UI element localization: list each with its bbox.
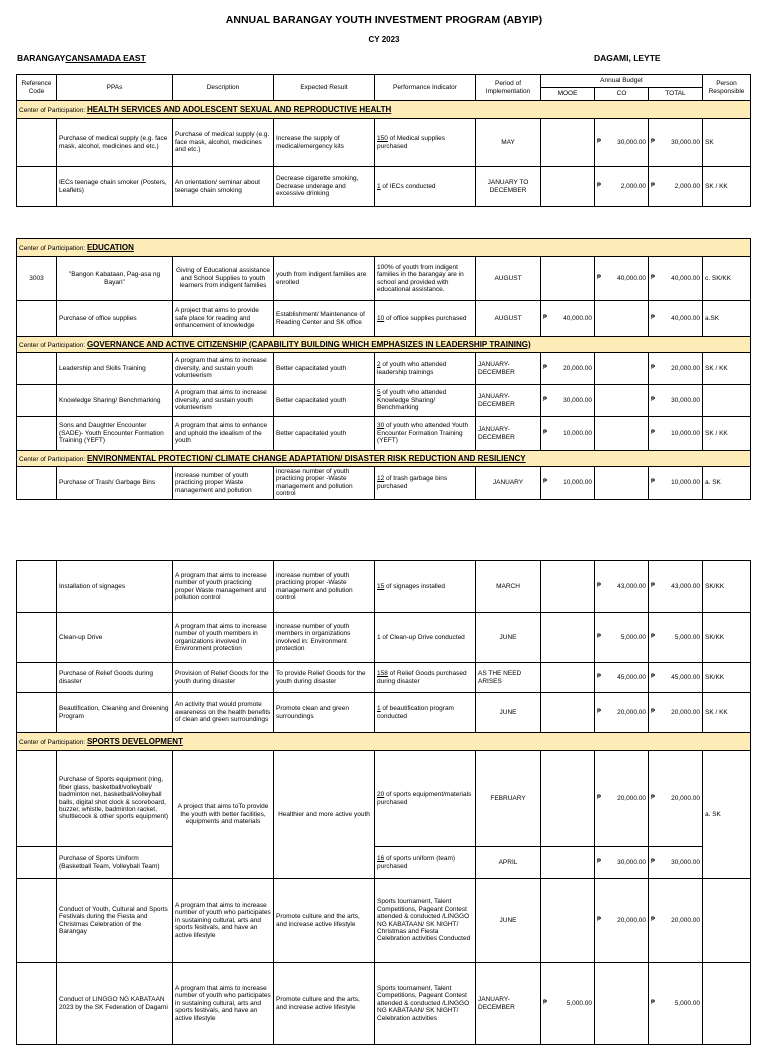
table-row [17, 257, 751, 301]
co-cell [595, 613, 649, 663]
ppa-cell: Purchase of office supplies [57, 301, 173, 337]
period-cell: JANUARY TO DECEMBER [476, 167, 541, 207]
indicator-cell [375, 561, 476, 613]
total-cell [649, 417, 703, 451]
peso-sign: ₱ [597, 182, 602, 189]
expected-cell: Better capacitated youth [274, 417, 375, 451]
co-value: 30,000.00 [617, 858, 646, 866]
desc-cell: A program that aims to increase diversity, and sustain youth volunteerism [173, 353, 274, 385]
total-value: 43,000.00 [671, 582, 700, 590]
person-cell: a.SK [703, 301, 751, 337]
col-expected: Expected Result [274, 75, 375, 101]
mooe-value: 10,000.00 [563, 479, 592, 487]
person-cell [703, 963, 751, 1045]
co-cell [595, 561, 649, 613]
table-row [17, 693, 751, 733]
indicator-cell [375, 847, 476, 879]
co-cell [595, 663, 649, 693]
col-person: Person Responsible [703, 75, 751, 101]
indicator-cell: Sports tournament, Talent Competitions, Pageant Contest attended & conducted /LINGGO NG KABATAAN/ SK NIGHT/ Christmas and Fiesta Celebration activities Conducted [375, 879, 476, 963]
ppa-cell: Conduct of LINGGO NG KABATAAN 2023 by the SK Federation of Dagami [57, 963, 173, 1045]
desc-cell: A project that aims toTo provide the youth with better facilities, equipments and materials [173, 751, 274, 879]
indicator-number: 10 [377, 314, 385, 322]
category-title: ENVIRONMENTAL PROTECTION/ CLIMATE CHANGE ADAPTATION/ DISASTER RISK REDUCTION AND RESILIENCY [86, 453, 526, 463]
peso-sign: ₱ [597, 633, 602, 640]
total-value: 30,000.00 [671, 396, 700, 404]
peso-sign: ₱ [597, 274, 602, 281]
indicator-text: of trash garbage bins purchased [377, 475, 448, 490]
mooe-value: 10,000.00 [563, 429, 592, 437]
indicator-number: 5 [377, 389, 381, 397]
peso-sign: ₱ [651, 916, 656, 923]
ppa-cell: Purchase of Trash/ Garbage Bins [57, 467, 173, 500]
expected-cell: Better capacitated youth [274, 385, 375, 417]
person-cell [703, 879, 751, 963]
desc-cell: A program that aims to enhance and uphold the idealism of the youth [173, 417, 274, 451]
total-value: 20,000.00 [671, 708, 700, 716]
period-cell: AS THE NEED ARISES [476, 663, 541, 693]
table-row [17, 751, 751, 847]
expected-cell: Promote culture and the arts, and increase active lifestyle [274, 879, 375, 963]
total-value: 5,000.00 [674, 633, 700, 641]
desc-cell: A program that aims to increase diversity, and sustain youth volunteerism [173, 385, 274, 417]
peso-sign: ₱ [651, 999, 656, 1006]
person-cell: SK/KK [703, 561, 751, 613]
indicator-text: of office supplies purchased [384, 314, 467, 322]
ppa-cell: Clean-up Drive [57, 613, 173, 663]
total-value: 40,000.00 [671, 314, 700, 322]
ppa-cell: "Bangon Kabataan, Pag-asa ng Bayan" [57, 257, 173, 301]
person-cell: SK / KK [703, 693, 751, 733]
indicator-number: 16 [377, 855, 385, 863]
indicator-text: of IECs conducted [380, 182, 436, 190]
co-cell [595, 847, 649, 879]
person-cell: SK / KK [703, 353, 751, 385]
peso-sign: ₱ [597, 794, 602, 801]
category-title: EDUCATION [86, 242, 134, 252]
category-title: SPORTS DEVELOPMENT [86, 736, 183, 746]
table-row [17, 353, 751, 385]
co-value: 30,000.00 [617, 138, 646, 146]
total-cell [649, 847, 703, 879]
category-label: Center of Participation: [19, 244, 86, 252]
indicator-number: 20 [377, 791, 385, 799]
total-cell [649, 119, 703, 167]
mooe-cell [541, 963, 595, 1045]
peso-sign: ₱ [651, 708, 656, 715]
co-cell [595, 257, 649, 301]
desc-cell: Provision of Relief Goods for the youth during disaster [173, 663, 274, 693]
indicator-text: of Relief Goods purchased during disaster [377, 670, 467, 685]
document-year: CY 2023 [368, 35, 400, 44]
expected-cell: youth from indigent families are enrolled [274, 257, 375, 301]
table-row [17, 879, 751, 963]
peso-sign: ₱ [651, 182, 656, 189]
indicator-text: of youth who attended Knowledge Sharing/ Benchmarking [377, 389, 447, 412]
indicator-cell: 100% of youth from indigent families in the barangay are in school and provided with educational assistance. [375, 257, 476, 301]
peso-sign: ₱ [597, 916, 602, 923]
period-cell: JUNE [476, 613, 541, 663]
municipality: DAGAMI, LEYTE [594, 53, 661, 63]
total-cell [649, 663, 703, 693]
total-cell [649, 751, 703, 847]
total-cell [649, 353, 703, 385]
indicator-cell [375, 467, 476, 500]
category-title: HEALTH SERVICES AND ADOLESCENT SEXUAL AND REPRODUCTIVE HEALTH [86, 104, 392, 114]
barangay-label [17, 53, 146, 63]
total-value: 10,000.00 [671, 479, 700, 487]
period-cell: FEBRUARY [476, 751, 541, 847]
abyip-table-page1b [16, 238, 751, 500]
ppa-cell: Purchase of Sports equipment (ring, fiber glass, basketball/volleyball/ badminton net, basketball/volleyball balls, digital shot clock & scoreboard, buzzer, whistle, badminton racket, shuttlecock & other sports equipment) [57, 751, 173, 847]
total-cell [649, 385, 703, 417]
peso-sign: ₱ [651, 274, 656, 281]
indicator-text: of youth who attended Youth Encounter Formation Training (YEFT) [377, 422, 469, 445]
indicator-cell [375, 693, 476, 733]
period-cell: APRIL [476, 847, 541, 879]
period-cell: MARCH [476, 561, 541, 613]
indicator-text: of Medical supplies purchased [377, 135, 445, 150]
mooe-value: 5,000.00 [566, 999, 592, 1007]
total-value: 5,000.00 [674, 999, 700, 1007]
total-value: 20,000.00 [671, 794, 700, 802]
expected-cell: Increase the supply of medical/emergency kits [274, 119, 375, 167]
peso-sign: ₱ [543, 364, 548, 371]
co-cell [595, 693, 649, 733]
peso-sign: ₱ [597, 138, 602, 145]
total-value: 10,000.00 [671, 429, 700, 437]
ppa-cell: Knowledge Sharing/ Benchmarking [57, 385, 173, 417]
category-health [17, 101, 751, 119]
period-cell: JANUARY-DECEMBER [476, 385, 541, 417]
document-title: ANNUAL BARANGAY YOUTH INVESTMENT PROGRAM (ABYIP) [225, 14, 543, 26]
col-desc: Description [173, 75, 274, 101]
table-row [17, 467, 751, 500]
col-indicator: Performance Indicator [375, 75, 476, 101]
category-label: Center of Participation: [19, 738, 86, 746]
person-cell: SK [703, 119, 751, 167]
ppa-cell: Conduct of Youth, Cultural and Sports Festivals during the Fiesta and Christmas Celebration of the Barangay [57, 879, 173, 963]
barangay-prefix: BARANGAY [17, 53, 66, 63]
category-education [17, 239, 751, 257]
peso-sign: ₱ [543, 314, 548, 321]
desc-cell: Giving of Educational assistance and School Supplies to youth learners from indigent families [173, 257, 274, 301]
peso-sign: ₱ [651, 429, 656, 436]
peso-sign: ₱ [651, 396, 656, 403]
period-cell: JUNE [476, 879, 541, 963]
total-value: 20,000.00 [671, 916, 700, 924]
peso-sign: ₱ [597, 673, 602, 680]
expected-cell: Decrease cigarette smoking, Decrease underage and excessive drinking [274, 167, 375, 207]
mooe-value: 30,000.00 [563, 396, 592, 404]
indicator-cell [375, 417, 476, 451]
total-cell [649, 167, 703, 207]
indicator-number: 1 [377, 182, 381, 190]
mooe-value: 40,000.00 [563, 314, 592, 322]
category-label: Center of Participation: [19, 455, 86, 463]
barangay-name: CANSAMADA EAST [65, 53, 146, 63]
peso-sign: ₱ [543, 429, 548, 436]
person-cell: SK/KK [703, 663, 751, 693]
indicator-cell [375, 119, 476, 167]
desc-cell: An activity that would promote awareness on the health benefits of clean and green surroundings [173, 693, 274, 733]
expected-cell: Healthier and more active youth [274, 751, 375, 879]
person-cell: a. SK [703, 751, 751, 879]
mooe-value: 20,000.00 [563, 364, 592, 372]
period-cell: AUGUST [476, 257, 541, 301]
indicator-number: 2 [377, 361, 381, 369]
peso-sign: ₱ [651, 364, 656, 371]
period-cell: JANUARY-DECEMBER [476, 417, 541, 451]
co-cell [595, 167, 649, 207]
person-cell: SK / KK [703, 167, 751, 207]
indicator-cell [375, 167, 476, 207]
desc-cell: Purchase of medical supply (e.g. face mask, alcohol, medicines and etc.) [173, 119, 274, 167]
col-mooe: MOOE [541, 88, 595, 101]
desc-cell: increase number of youth practicing proper Waste management and pollution [173, 467, 274, 500]
expected-cell: Better capacitated youth [274, 353, 375, 385]
co-value: 5,000.00 [620, 633, 646, 641]
table-row [17, 963, 751, 1045]
expected-cell: Promote clean and green surroundings [274, 693, 375, 733]
indicator-number: 158 [377, 670, 388, 678]
col-period: Period of Implementation [476, 75, 541, 101]
table-row [17, 301, 751, 337]
total-cell [649, 613, 703, 663]
peso-sign: ₱ [597, 858, 602, 865]
period-cell: MAY [476, 119, 541, 167]
indicator-number: 15 [377, 582, 385, 590]
mooe-cell [541, 467, 595, 500]
co-value: 40,000.00 [617, 274, 646, 282]
period-cell: AUGUST [476, 301, 541, 337]
ref-cell: 3003 [17, 257, 57, 301]
total-value: 30,000.00 [671, 858, 700, 866]
person-cell [703, 385, 751, 417]
desc-cell: A program that aims to increase number of youth who participates in sustaining cultural, arts and sports festivals, and have an active lifestyle [173, 879, 274, 963]
mooe-cell [541, 385, 595, 417]
table-row [17, 119, 751, 167]
co-value: 20,000.00 [617, 708, 646, 716]
ppa-cell: Purchase of medical supply (e.g. face mask, alcohol, medicines and etc.) [57, 119, 173, 167]
desc-cell: An orientation/ seminar about teenage chain smoking [173, 167, 274, 207]
desc-cell: A program that aims to increase number of youth who participates in sustaining cultural, arts and sports festivals, and have an active lifestyle [173, 963, 274, 1045]
co-value: 2,000.00 [620, 182, 646, 190]
category-label: Center of Participation: [19, 341, 86, 349]
peso-sign: ₱ [651, 633, 656, 640]
col-ppas: PPAs [57, 75, 173, 101]
expected-cell: To provide Relief Goods for the youth during disaster [274, 663, 375, 693]
desc-cell: A program that aims to increase number of youth members in organizations involved in Environment protection [173, 613, 274, 663]
peso-sign: ₱ [543, 479, 548, 486]
period-cell: JANUARY [476, 467, 541, 500]
peso-sign: ₱ [651, 858, 656, 865]
ppa-cell: IECs teenage chain smoker (Posters, Leaflets) [57, 167, 173, 207]
peso-sign: ₱ [543, 999, 548, 1006]
ppa-cell: Leadership and Skills Training [57, 353, 173, 385]
indicator-text: of sports uniform (team) purchased [377, 855, 456, 870]
co-value: 45,000.00 [617, 673, 646, 681]
table-row [17, 663, 751, 693]
table-row [17, 613, 751, 663]
co-cell [595, 879, 649, 963]
indicator-number: 150 [377, 135, 388, 143]
peso-sign: ₱ [651, 479, 656, 486]
person-cell: SK / KK [703, 417, 751, 451]
table-row [17, 847, 751, 879]
total-cell [649, 257, 703, 301]
total-cell [649, 301, 703, 337]
person-cell: SK/KK [703, 613, 751, 663]
total-cell [649, 561, 703, 613]
co-value: 20,000.00 [617, 916, 646, 924]
indicator-number: 12 [377, 475, 385, 483]
indicator-text: of beautification program conducted [377, 705, 454, 720]
expected-cell: increase number of youth practicing proper -Waste management and pollution control [274, 561, 375, 613]
total-value: 40,000.00 [671, 274, 700, 282]
col-budget: Annual Budget [541, 75, 703, 88]
indicator-text: of sports equipment/materials purchased [377, 791, 472, 806]
co-value: 43,000.00 [617, 582, 646, 590]
period-cell: JUNE [476, 693, 541, 733]
peso-sign: ₱ [651, 582, 656, 589]
ppa-cell: Beautification, Cleaning and Greening Program [57, 693, 173, 733]
ppa-cell: Sons and Daughter Encounter (SADE)- Youth Encounter Formation Training (YEFT) [57, 417, 173, 451]
peso-sign: ₱ [597, 582, 602, 589]
abyip-table-page2 [16, 560, 751, 1045]
total-value: 2,000.00 [674, 182, 700, 190]
total-cell [649, 467, 703, 500]
co-cell [595, 119, 649, 167]
table-row [17, 417, 751, 451]
expected-cell: increase number of youth members in organizations involved in: Environment protection [274, 613, 375, 663]
indicator-text: of youth who attended leadership trainings [377, 361, 447, 376]
mooe-cell [541, 301, 595, 337]
expected-cell: increase number of youth practicing proper -Waste management and pollution control [274, 467, 375, 500]
ppa-cell: Purchase of Sports Uniform (Basketball Team, Volleyball Team) [57, 847, 173, 879]
total-cell [649, 693, 703, 733]
table-row [17, 385, 751, 417]
indicator-number: 1 [377, 705, 381, 713]
desc-cell: A program that aims to increase number of youth practicing proper Waste management and pollution control [173, 561, 274, 613]
category-label: Center of Participation: [19, 106, 86, 114]
category-sports [17, 733, 751, 751]
table-row [17, 167, 751, 207]
abyip-table-page1 [16, 74, 751, 207]
peso-sign: ₱ [651, 673, 656, 680]
category-title: GOVERNANCE AND ACTIVE CITIZENSHIP (CAPABILITY BUILDING WHICH EMPHASIZES IN LEADERSHIP TRAINING) [86, 339, 531, 349]
peso-sign: ₱ [651, 794, 656, 801]
total-value: 30,000.00 [671, 138, 700, 146]
col-total: TOTAL [649, 88, 703, 101]
col-co: CO [595, 88, 649, 101]
indicator-cell [375, 353, 476, 385]
indicator-cell: Sports tournament, Talent Competitions, Pageant Contest attended & conducted /LINGGO NG KABATAAN/ SK NIGHT/ Celebration activities [375, 963, 476, 1045]
person-cell: c. SK/KK [703, 257, 751, 301]
ppa-cell: Purchase of Relief Goods during disaster [57, 663, 173, 693]
indicator-number: 30 [377, 422, 385, 430]
expected-cell: Promote culture and the arts, and increase active lifestyle [274, 963, 375, 1045]
peso-sign: ₱ [651, 138, 656, 145]
table-row [17, 561, 751, 613]
period-cell: JANUARY-DECEMBER [476, 963, 541, 1045]
peso-sign: ₱ [651, 314, 656, 321]
mooe-cell [541, 353, 595, 385]
peso-sign: ₱ [597, 708, 602, 715]
total-value: 45,000.00 [671, 673, 700, 681]
expected-cell: Establishment/ Maintenance of Reading Center and SK office [274, 301, 375, 337]
indicator-cell [375, 385, 476, 417]
category-environment [17, 451, 751, 467]
col-ref: Reference Code [17, 75, 57, 101]
category-governance [17, 337, 751, 353]
period-cell: JANUARY-DECEMBER [476, 353, 541, 385]
indicator-cell: 1 of Clean-up Drive conducted [375, 613, 476, 663]
co-value: 20,000.00 [617, 794, 646, 802]
indicator-cell [375, 301, 476, 337]
mooe-cell [541, 417, 595, 451]
total-value: 20,000.00 [671, 364, 700, 372]
co-cell [595, 751, 649, 847]
total-cell [649, 963, 703, 1045]
ppa-cell: Installation of signages [57, 561, 173, 613]
total-cell [649, 879, 703, 963]
desc-cell: A project that aims to provide safe place for reading and enhancement of knowledge [173, 301, 274, 337]
indicator-cell [375, 751, 476, 847]
indicator-cell [375, 663, 476, 693]
person-cell: a. SK [703, 467, 751, 500]
indicator-text: of signages installed [384, 582, 445, 590]
peso-sign: ₱ [543, 396, 548, 403]
